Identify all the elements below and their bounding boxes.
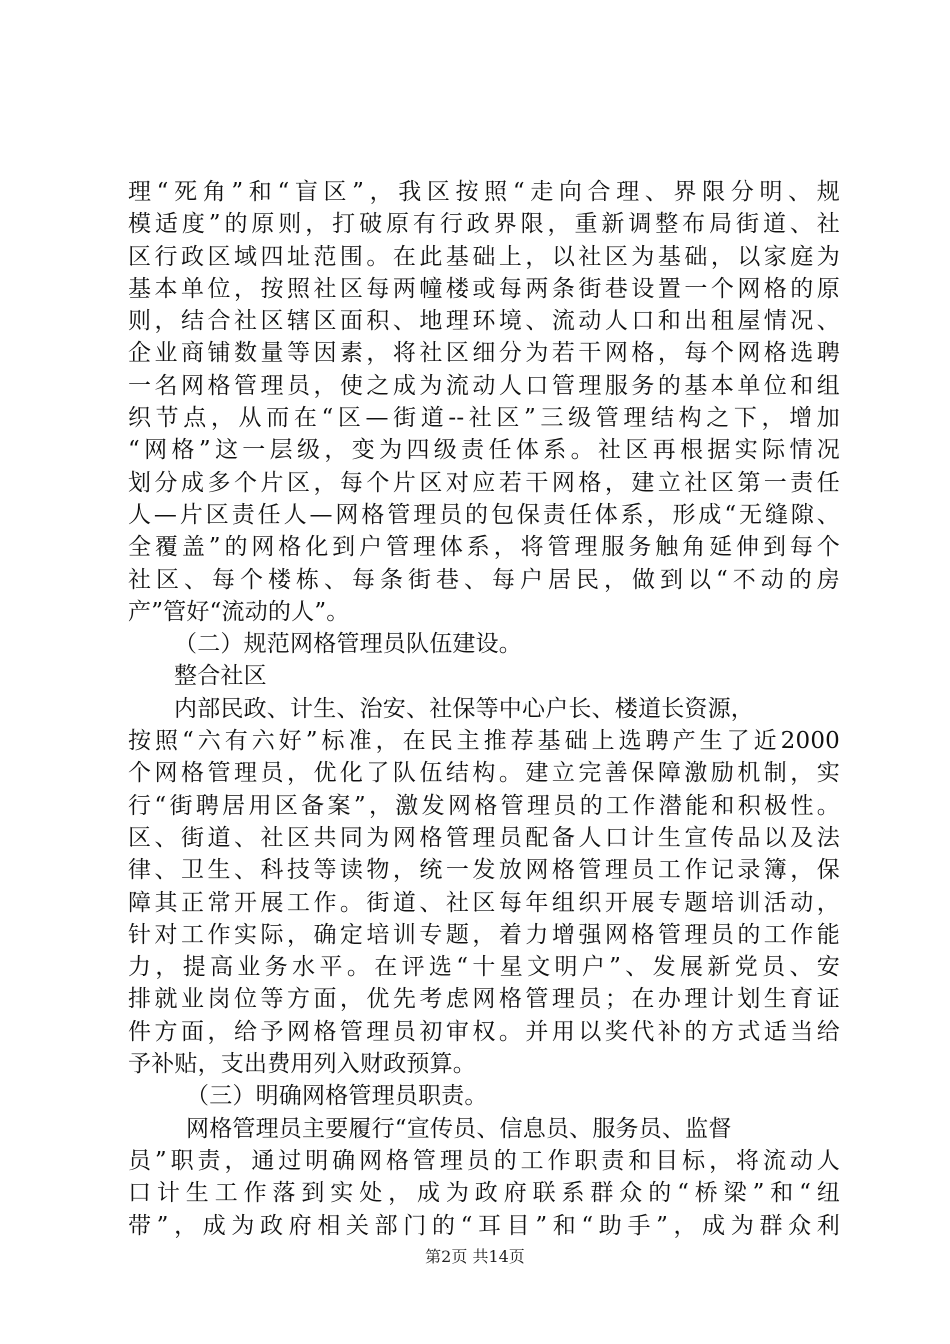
text-line: 网格管理员主要履行“宣传员、信息员、服务员、监督 — [186, 1115, 732, 1142]
text-line: 员”职责，通过明确网格管理员的工作职责和目标，将流动人 — [128, 1147, 840, 1174]
text-line: 障其正常开展工作。街道、社区每年组织开展专题培训活动， — [128, 889, 840, 916]
text-line: 社区、每个楼栋、每条街巷、每户居民，做到以“不动的房 — [128, 566, 840, 593]
text-line: 产”管好“流动的人”。 — [128, 598, 350, 625]
text-line: 基本单位，按照社区每两幢楼或每两条街巷设置一个网格的原 — [128, 275, 840, 302]
text-line: 一名网格管理员，使之成为流动人口管理服务的基本单位和组 — [128, 372, 840, 399]
text-line: 律、卫生、科技等读物，统一发放网格管理员工作记录簿，保 — [128, 857, 840, 884]
text-line: 排就业岗位等方面，优先考虑网格管理员；在办理计划生育证 — [128, 986, 840, 1013]
text-line: 整合社区 — [174, 663, 267, 690]
text-line: 按照“六有六好”标准，在民主推荐基础上选聘产生了近2000 — [128, 728, 840, 755]
document-body — [128, 176, 840, 1242]
text-line: 行“街聘居用区备案”，激发网格管理员的工作潜能和积极性。 — [128, 792, 840, 819]
text-line: 模适度”的原则，打破原有行政界限，重新调整布局街道、社 — [128, 211, 840, 238]
text-line: 织节点，从而在“区—街道--社区”三级管理结构之下，增加 — [128, 405, 840, 432]
text-line: 理“死角”和“盲区”，我区按照“走向合理、界限分明、规 — [128, 179, 840, 205]
text-line: 区行政区域四址范围。在此基础上，以社区为基础，以家庭为 — [128, 243, 840, 270]
text-line: 件方面，给予网格管理员初审权。并用以奖代补的方式适当给 — [128, 1018, 840, 1045]
text-line: 带”，成为政府相关部门的“耳目”和“助手”，成为群众利 — [128, 1212, 840, 1239]
text-line: 则，结合社区辖区面积、地理环境、流动人口和出租屋情况、 — [128, 308, 840, 335]
text-line: 企业商铺数量等因素，将社区细分为若干网格，每个网格选聘 — [128, 340, 840, 367]
text-line: 口计生工作落到实处，成为政府联系群众的“桥梁”和“纽 — [128, 1180, 840, 1207]
section-heading: （二）规范网格管理员队伍建设。 — [174, 631, 522, 658]
text-line: 针对工作实际，确定培训专题，着力增强网格管理员的工作能 — [128, 921, 840, 948]
text-line: 内部民政、计生、治安、社保等中心户长、楼道长资源， — [174, 695, 754, 722]
text-line: 划分成多个片区，每个片区对应若干网格，建立社区第一责任 — [128, 469, 840, 496]
page-number-footer: 第2页 共14页 — [425, 1247, 525, 1266]
section-heading: （三）明确网格管理员职责。 — [186, 1083, 488, 1110]
text-line: 全覆盖”的网格化到户管理体系，将管理服务触角延伸到每个 — [128, 534, 840, 561]
text-line: 区、街道、社区共同为网格管理员配备人口计生宣传品以及法 — [128, 824, 840, 851]
text-line: 予补贴，支出费用列入财政预算。 — [128, 1051, 476, 1078]
text-line: 力，提高业务水平。在评选“十星文明户”、发展新党员、安 — [128, 954, 840, 981]
text-line: 人—片区责任人—网格管理员的包保责任体系，形成“无缝隙、 — [128, 501, 840, 528]
text-line: 个网格管理员，优化了队伍结构。建立完善保障激励机制，实 — [128, 760, 840, 787]
text-line: “网格”这一层级，变为四级责任体系。社区再根据实际情况 — [128, 437, 840, 464]
